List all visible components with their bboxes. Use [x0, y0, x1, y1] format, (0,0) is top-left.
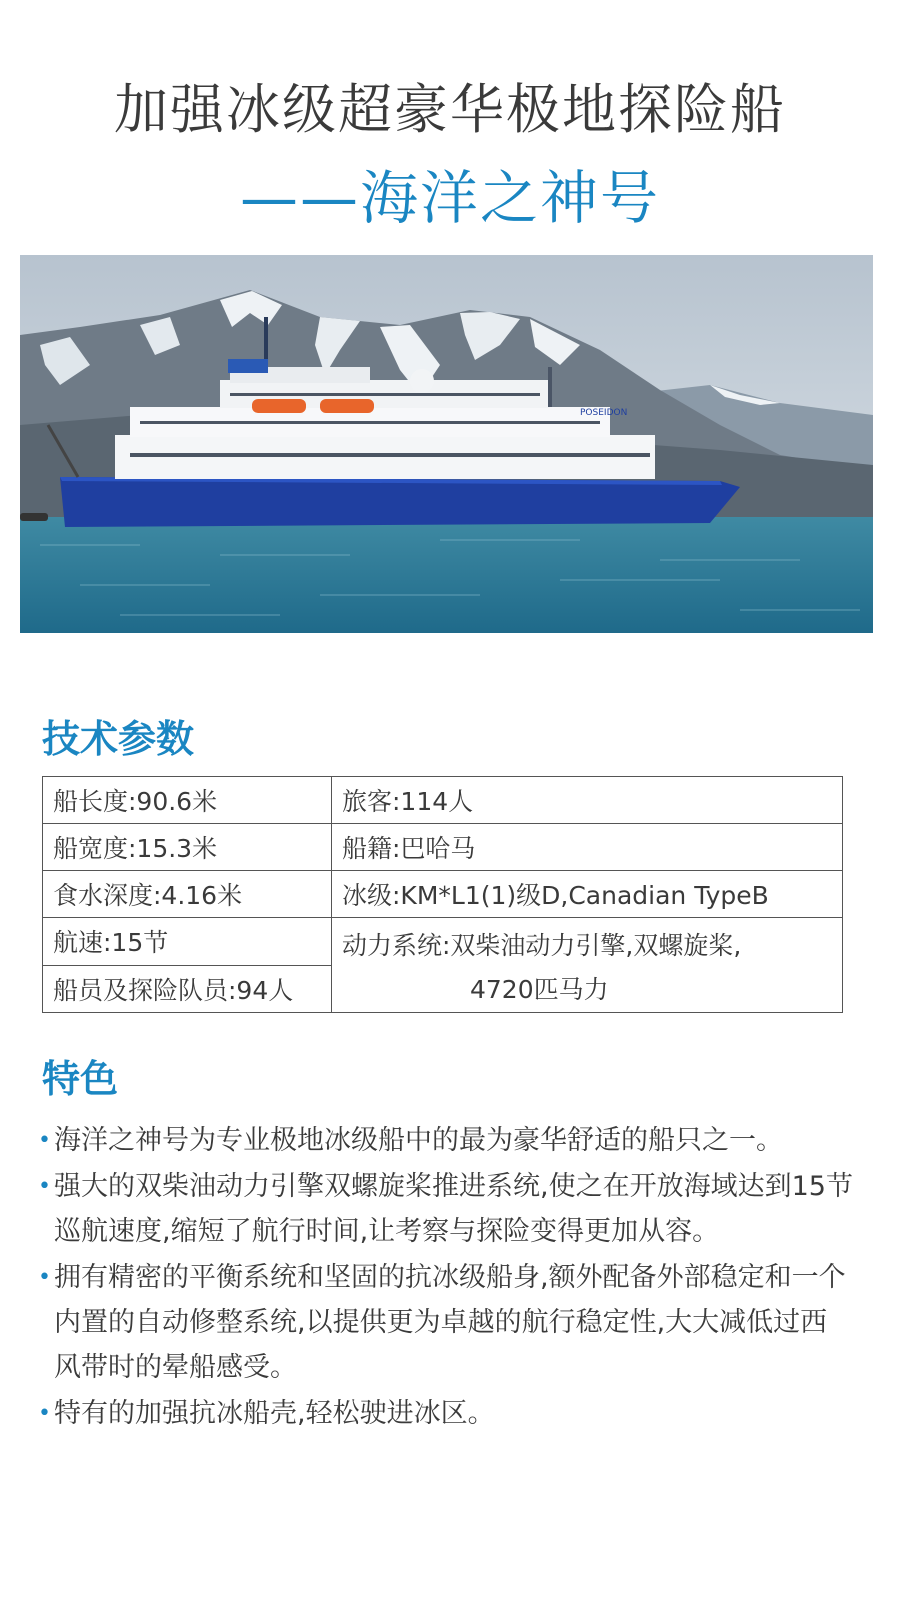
- table-row: [43, 918, 843, 966]
- spec-ice-class: 冰级:KM*L1(1)级D,Canadian TypeB: [332, 871, 843, 918]
- spec-crew: 船员及探险队员:94人: [43, 965, 332, 1013]
- spec-draft: 食水深度:4.16米: [43, 871, 332, 918]
- spec-registry: 船籍:巴哈马: [332, 824, 843, 871]
- features-heading: 特色: [42, 1057, 119, 1101]
- page-title: 加强冰级超豪华极地探险船: [114, 78, 786, 141]
- feature-text: 海洋之神号为专业极地冰级船中的最为豪华舒适的船只之一。: [54, 1125, 783, 1156]
- spec-width: 船宽度:15.3米: [43, 824, 332, 871]
- list-item: [38, 1255, 853, 1390]
- bullet-icon: •: [38, 1265, 51, 1290]
- specs-table: [42, 776, 843, 1013]
- spec-power-line1: 动力系统:双柴油动力引擎,双螺旋桨,: [342, 931, 742, 960]
- list-item: [38, 1118, 853, 1163]
- spec-power: [332, 918, 843, 1013]
- ship-photo: [20, 255, 873, 633]
- bullet-icon: •: [38, 1128, 51, 1153]
- table-row: [43, 777, 843, 824]
- page-subtitle: ——海洋之神号: [239, 164, 660, 232]
- spec-speed: 航速:15节: [43, 918, 332, 966]
- spec-power-line2: 4720匹马力: [470, 975, 609, 1004]
- bullet-icon: •: [38, 1401, 51, 1426]
- feature-text: 拥有精密的平衡系统和坚固的抗冰级船身,额外配备外部稳定和一个内置的自动修整系统,以提供更为卓越的航行稳定性,大大减低过西风带时的晕船感受。: [54, 1262, 846, 1383]
- specs-heading: 技术参数: [42, 717, 195, 761]
- feature-text: 特有的加强抗冰船壳,轻松驶进冰区。: [54, 1398, 495, 1429]
- list-item: [38, 1164, 853, 1254]
- feature-text: 强大的双柴油动力引擎双螺旋桨推进系统,使之在开放海域达到15节巡航速度,缩短了航行时间,让考察与探险变得更加从容。: [54, 1171, 853, 1247]
- table-row: [43, 871, 843, 918]
- table-row: [43, 824, 843, 871]
- spec-length: 船长度:90.6米: [43, 777, 332, 824]
- features-list: [38, 1118, 853, 1437]
- hull-name-text: POSEIDON: [580, 408, 628, 418]
- bullet-icon: •: [38, 1174, 51, 1199]
- list-item: [38, 1391, 853, 1436]
- spec-passengers: 旅客:114人: [332, 777, 843, 824]
